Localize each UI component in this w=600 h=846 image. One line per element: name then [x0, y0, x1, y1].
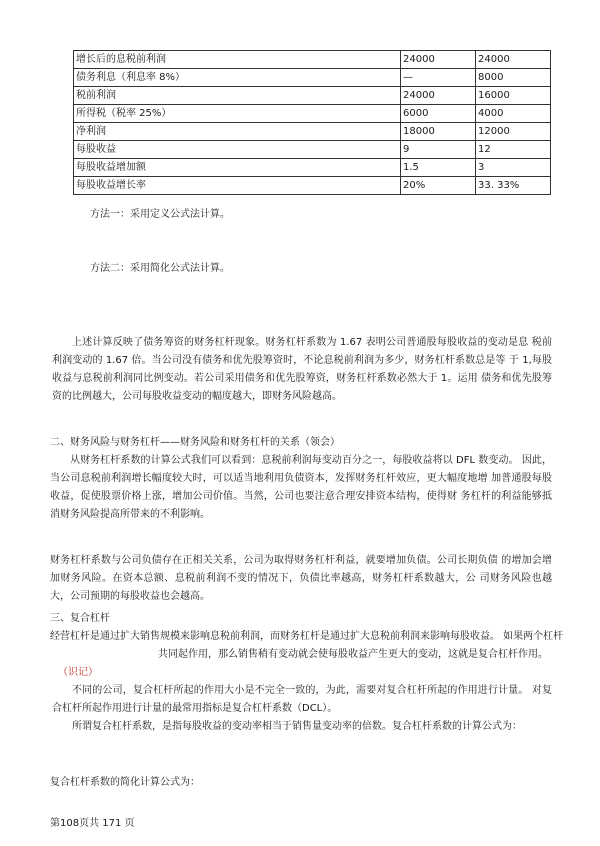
page-footer: 第108页共 171 页 [50, 818, 135, 829]
table-row [74, 51, 551, 69]
row-label-cell: 每股收益增长率 [74, 177, 401, 195]
table-row [74, 123, 551, 141]
value-cell: — [401, 69, 476, 87]
method-one-text: 方法一：采用定义公式法计算。 [90, 209, 230, 220]
section-three-line-one: 经营杠杆是通过扩大销售规模来影响息税前利润，而财务杠杆是通过扩大息税前利润来影响每股收益。 如果两个杠杆 [50, 631, 564, 642]
value-cell: 4000 [476, 105, 551, 123]
table-row [74, 141, 551, 159]
value-cell: 1.5 [401, 159, 476, 177]
row-label-cell: 增长后的息税前利润 [74, 51, 401, 69]
section-two-paragraph-a: 从财务杠杆系数的计算公式我们可以看到：息税前利润每变动百分之一，每股收益将以 DFL 数变动。 因此，当公司息税前利润增长幅度较大时，可以适当地利用负债资本，发挥财务杠杆效应，更大幅度地增 加普通股每股收益，促使股票价格上涨，增加公司价值。当然，公司也要注意合理安排资本结构，使得财 务杠杆的利益能够抵消财务风险提高所带来的不利影响。 [50, 455, 552, 520]
row-label-cell: 债务利息（利息率 8%） [74, 69, 401, 87]
value-cell: 33. 33% [476, 177, 551, 195]
value-cell: 24000 [401, 87, 476, 105]
section-three-paragraph-c: 所谓复合杠杆系数，是指每股收益的变动率相当于销售量变动率的倍数。复合杠杆系数的计算公式为： [72, 721, 522, 732]
value-cell: 8000 [476, 69, 551, 87]
value-cell: 12000 [476, 123, 551, 141]
table-row [74, 69, 551, 87]
table-row [74, 159, 551, 177]
table-row [74, 177, 551, 195]
financial-table [73, 50, 551, 195]
section-two-title: 二、财务风险与财务杠杆——财务风险和财务杠杆的关系（领会） [50, 437, 340, 448]
row-label-cell: 每股收益增加额 [74, 159, 401, 177]
value-cell: 18000 [401, 123, 476, 141]
summary-paragraph: 上述计算反映了债务筹资的财务杠杆现象。财务杠杆系数为 1.67 表明公司普通股每股收益的变动是息 税前利润变动的 1.67 倍。当公司没有债务和优先股筹资时，不论息税前利润为多少，财务杠杆系数总是等 于 1,每股收益与息税前利润同比例变动。若公司采用债务和优先股筹资，财务杠杆系数必然大于 1。运用 债务和优先股筹资的比例越大，公司每股收益变动的幅度越大，即财务风险越高。 [52, 337, 552, 402]
method-two-text: 方法二：采用简化公式法计算。 [90, 263, 230, 274]
value-cell: 9 [401, 141, 476, 159]
value-cell: 16000 [476, 87, 551, 105]
section-three-line-two: 共同起作用，那么销售稍有变动就会使每股收益产生更大的变动，这就是复合杠杆作用。 [158, 649, 548, 660]
value-cell: 12 [476, 141, 551, 159]
value-cell: 6000 [401, 105, 476, 123]
section-two-paragraph-b: 财务杠杆系数与公司负债存在正相关关系，公司为取得财务杠杆利益，就要增加负债。公司长期负债 的增加会增加财务风险。在资本总额、息税前利润不变的情况下，负债比率越高，财务杠杆系数越大，公 司财务风险也越大，公司预期的每股收益也会越高。 [50, 555, 552, 602]
value-cell: 24000 [476, 51, 551, 69]
table-row [74, 105, 551, 123]
row-label-cell: 每股收益 [74, 141, 401, 159]
note-label: （识记） [58, 667, 98, 678]
table-row [74, 87, 551, 105]
row-label-cell: 所得税（税率 25%） [74, 105, 401, 123]
row-label-cell: 税前利润 [74, 87, 401, 105]
value-cell: 24000 [401, 51, 476, 69]
value-cell: 3 [476, 159, 551, 177]
section-three-paragraph-d: 复合杠杆系数的简化计算公式为： [50, 777, 200, 788]
section-three-paragraph-b: 不同的公司，复合杠杆所起的作用大小是不完全一致的，为此，需要对复合杠杆所起的作用进行计量。 对复合杠杆所起作用进行计量的最常用指标是复合杠杆系数（DCL）。 [52, 685, 552, 714]
row-label-cell: 净利润 [74, 123, 401, 141]
section-three-title: 三、复合杠杆 [50, 613, 110, 624]
value-cell: 20% [401, 177, 476, 195]
